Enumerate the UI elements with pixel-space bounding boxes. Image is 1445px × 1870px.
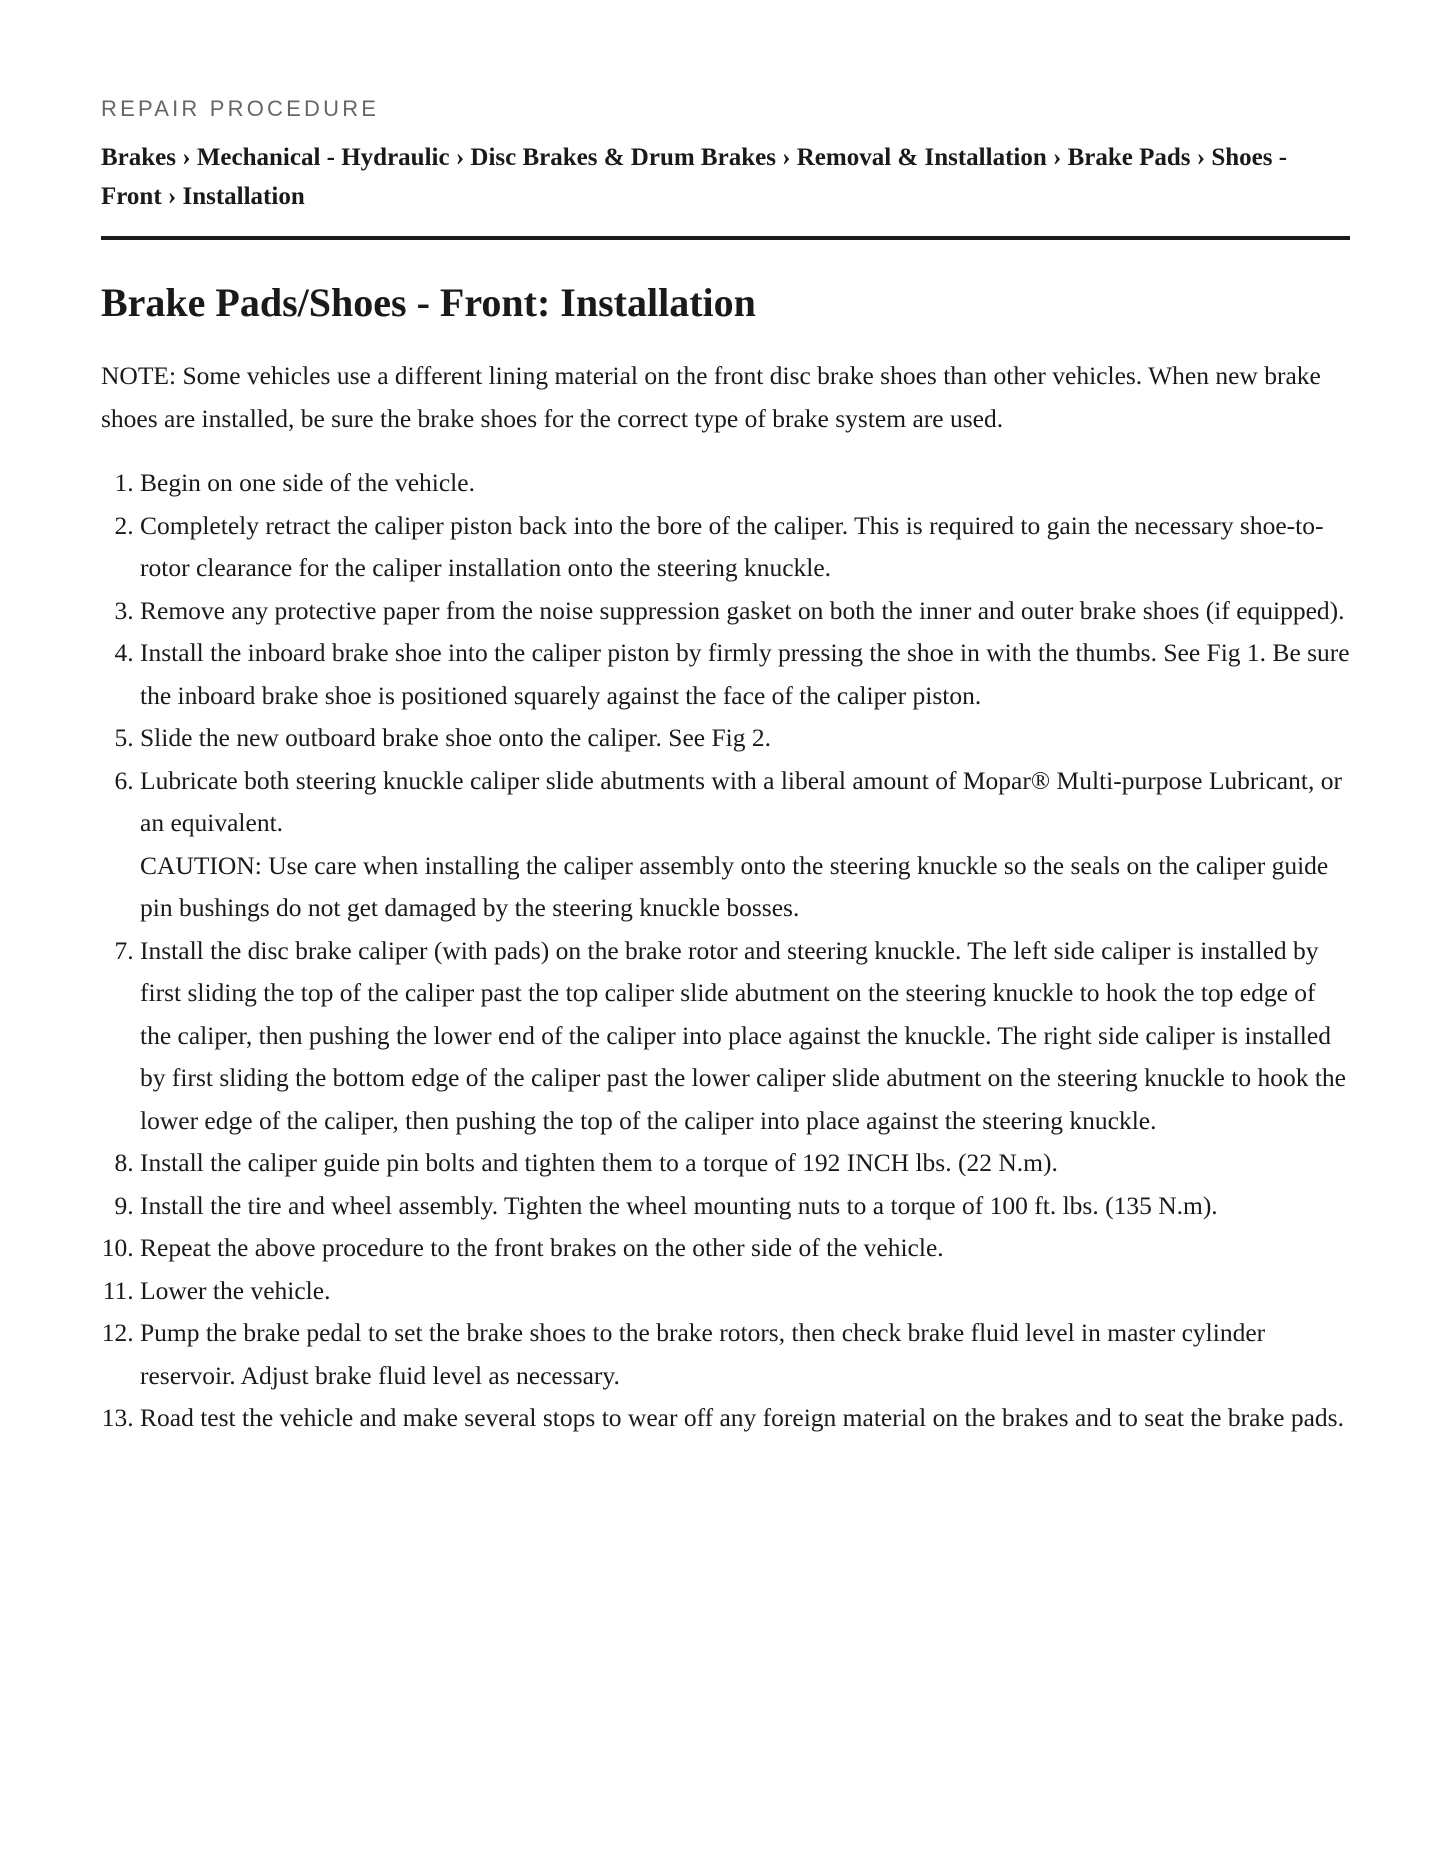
page-title: Brake Pads/Shoes - Front: Installation xyxy=(101,280,756,325)
step-text: Repeat the above procedure to the front brakes on the other side of the vehicle. xyxy=(140,1233,944,1262)
section-kicker: REPAIR PROCEDURE xyxy=(101,96,380,121)
step-text: Lower the vehicle. xyxy=(140,1275,331,1305)
step-item xyxy=(140,1185,1350,1228)
step-text: Pump the brake pedal to set the brake shoes to the brake rotors, then check brake fluid level in master cylinder reservoir. Adjust brake fluid level as necessary. xyxy=(140,1318,1266,1390)
step-text: Remove any protective paper from the noise suppression gasket on both the inner and outer brake shoes (if equipped). xyxy=(140,595,1345,625)
step-text: Install the tire and wheel assembly. Tighten the wheel mounting nuts to a torque of 100 ft. lbs. (135 N.m). xyxy=(140,1190,1218,1220)
step-item xyxy=(140,1270,1350,1313)
step-text: Install the disc brake caliper (with pads) on the brake rotor and steering knuckle. The left side caliper is installed by first sliding the top of the caliper past the top caliper slide abutment on the steering knuckle to hook the top edge of the caliper, then pushing the lower end of the caliper into place against the knuckle. The right side caliper is installed by first sliding the bottom edge of the caliper past the lower caliper slide abutment on the steering knuckle to hook the lower edge of the caliper, then pushing the top of the caliper into place against the steering knuckle. xyxy=(140,935,1346,1135)
step-text: Slide the new outboard brake shoe onto the caliper. See Fig 2. xyxy=(140,723,771,752)
step-text: Install the caliper guide pin bolts and tighten them to a torque of 192 INCH lbs. (22 N.m). xyxy=(140,1148,1058,1177)
step-item xyxy=(140,1397,1350,1440)
step-text: Completely retract the caliper piston back into the bore of the caliper. This is required to gain the necessary shoe-to-rotor clearance for the caliper installation onto the steering knuckle. xyxy=(140,510,1324,582)
step-item xyxy=(140,930,1350,1143)
step-item xyxy=(140,1312,1350,1397)
step-item xyxy=(140,590,1350,633)
breadcrumb: Brakes › Mechanical - Hydraulic › Disc Brakes & Drum Brakes › Removal & Installation › Brake Pads › Shoes - Front › Installation xyxy=(101,138,1350,240)
step-item xyxy=(140,717,1350,760)
caution-text: CAUTION: Use care when installing the caliper assembly onto the steering knuckle so the seals on the caliper guide pin bushings do not get damaged by the steering knuckle bosses. xyxy=(140,850,1329,922)
step-text: Lubricate both steering knuckle caliper slide abutments with a liberal amount of Mopar® Multi-purpose Lubricant, or an equivalent. xyxy=(140,765,1342,837)
step-text: Road test the vehicle and make several stops to wear off any foreign material on the brakes and to seat the brake pads. xyxy=(140,1403,1344,1432)
step-item xyxy=(140,760,1350,930)
step-item xyxy=(140,1227,1350,1270)
step-item xyxy=(140,1142,1350,1185)
step-text: Begin on one side of the vehicle. xyxy=(140,468,475,497)
step-item xyxy=(140,462,1350,505)
note-paragraph: NOTE: Some vehicles use a different lining material on the front disc brake shoes than other vehicles. When new brake shoes are installed, be sure the brake shoes for the correct type of brake system are used. xyxy=(101,361,1321,433)
document-page xyxy=(101,94,1350,1440)
step-item xyxy=(140,632,1350,717)
step-item xyxy=(140,505,1350,590)
procedure-steps-list xyxy=(101,462,1350,1440)
step-text: Install the inboard brake shoe into the caliper piston by firmly pressing the shoe in with the thumbs. See Fig 1. Be sure the inboard brake shoe is positioned squarely against the face of the caliper piston. xyxy=(140,638,1350,710)
